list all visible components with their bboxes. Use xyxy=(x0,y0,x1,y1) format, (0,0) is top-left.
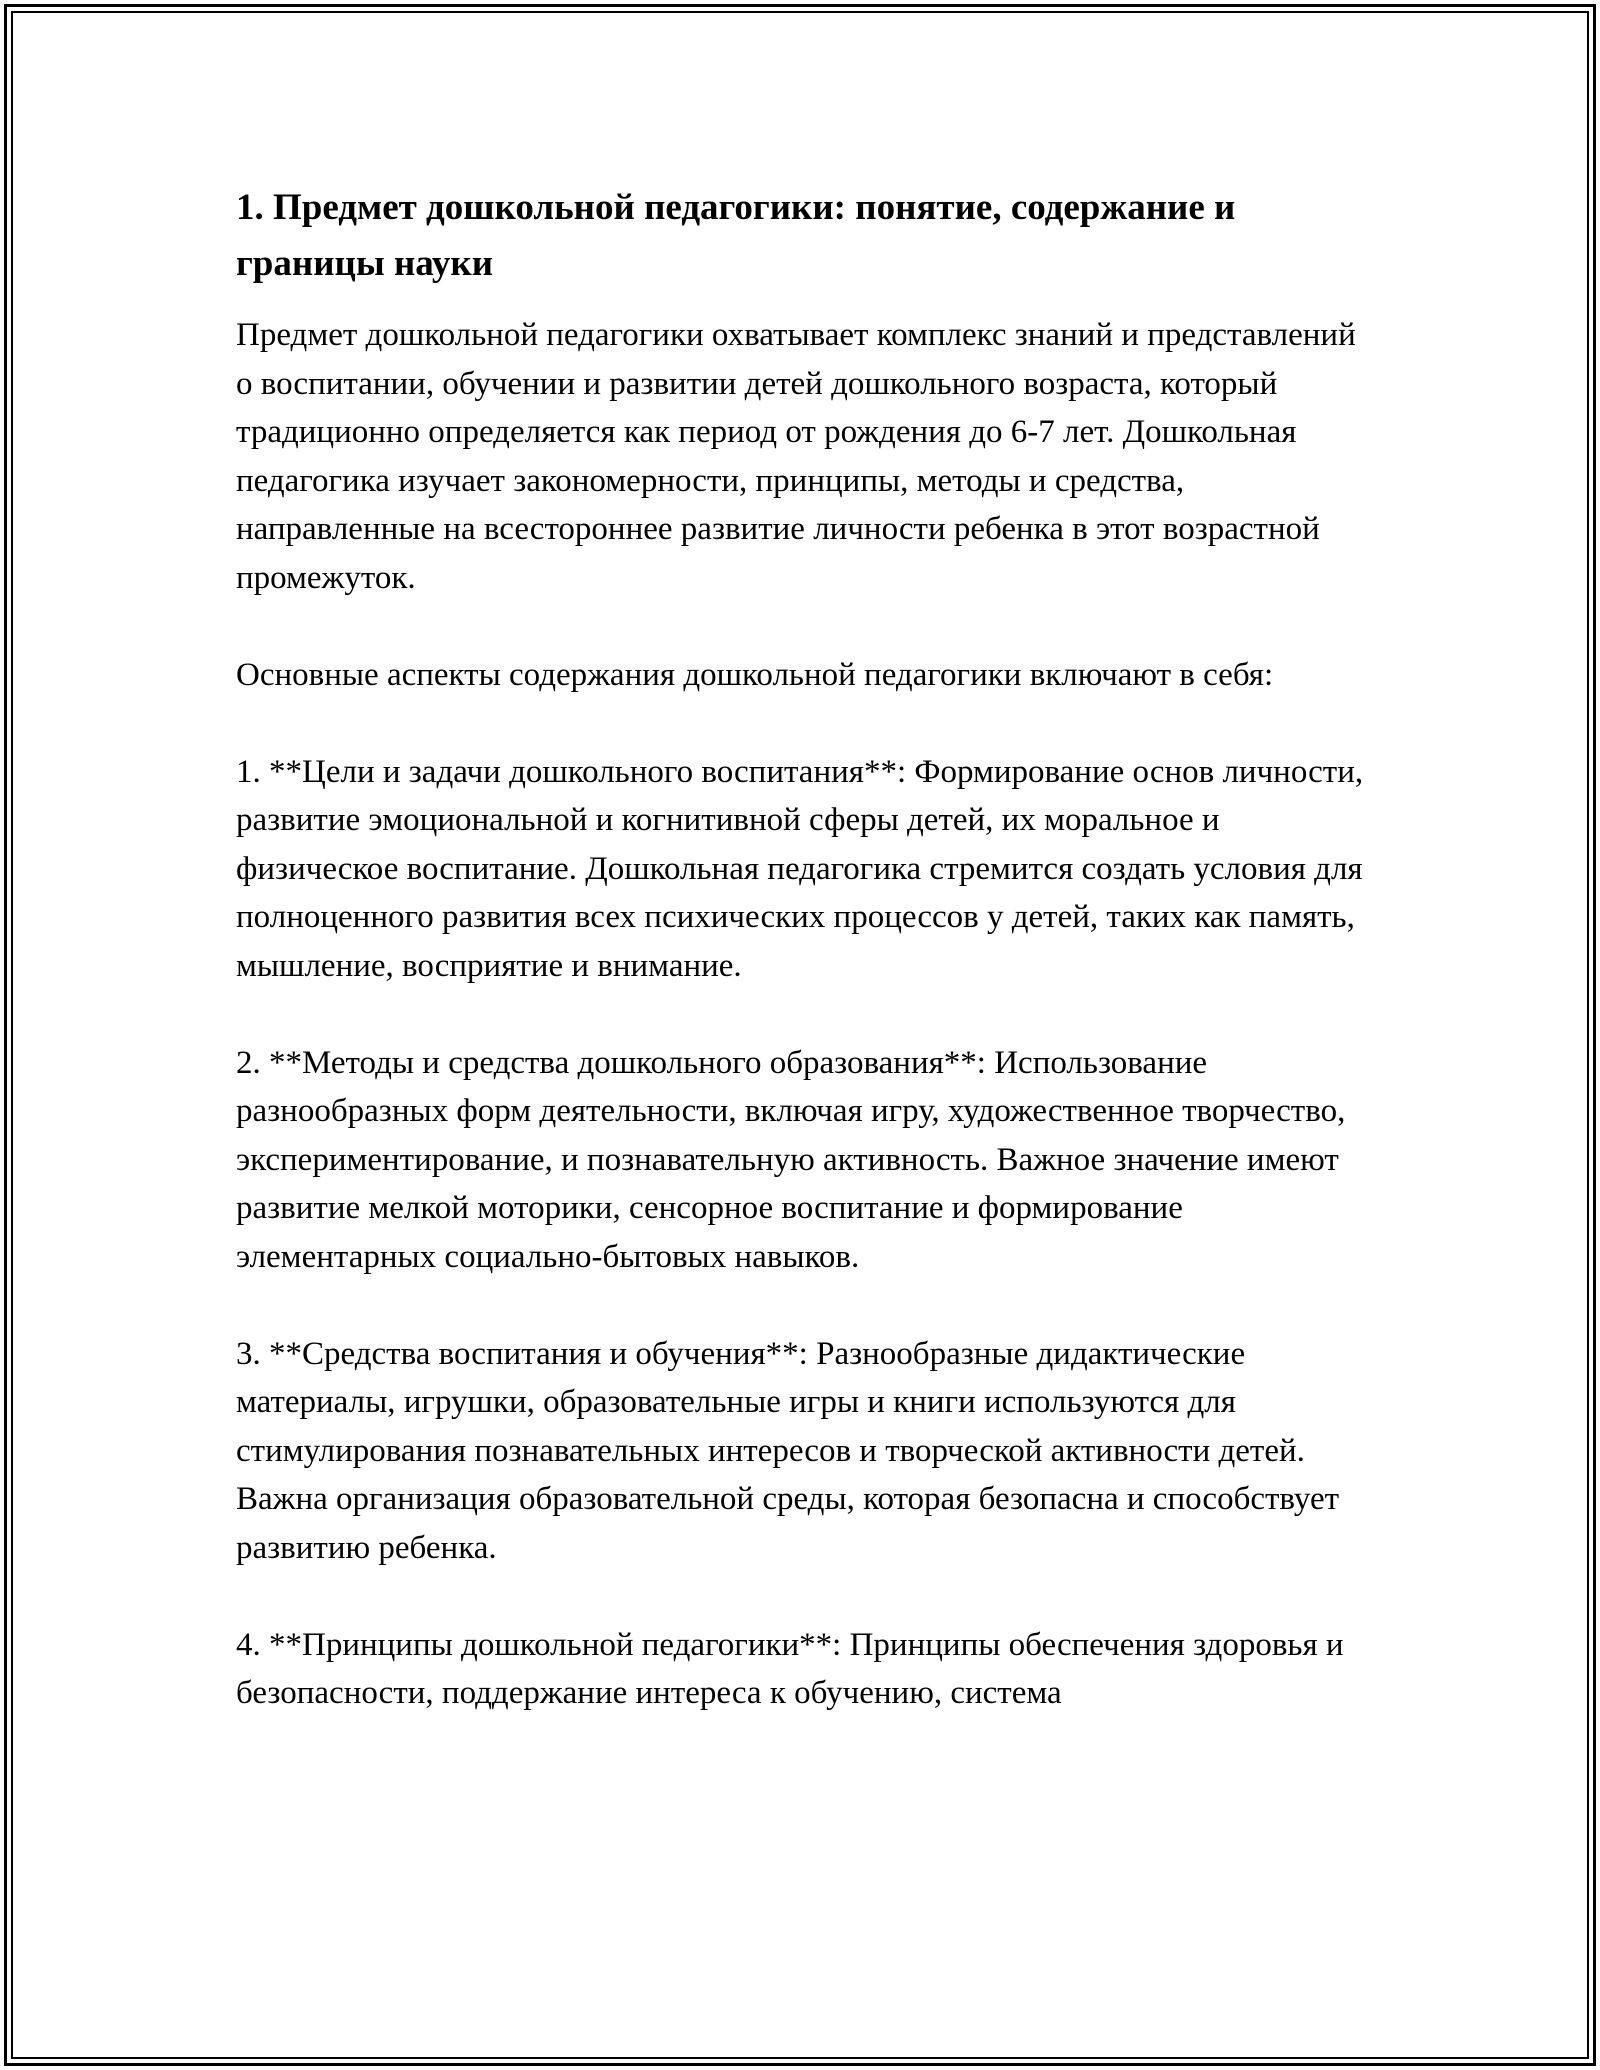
list-item-means: 3. **Средства воспитания и обучения**: Разнообразные дидактические материалы, игрушки, образовательные игры и книги используются для стимулирования познавательных интересов и творческой активности детей. Важна организация образовательной среды, которая безопасна и способствует развитию ребенка. xyxy=(236,1335,1340,1566)
paragraph-spacer xyxy=(236,990,1376,1039)
list-item-goals: 1. **Цели и задачи дошкольного воспитания**: Формирование основ личности, развитие эмоциональной и когнитивной сферы детей, их моральное и физическое воспитание. Дошкольная педагогика стремится создать условия для полноценного развития всех психических процессов у детей, таких как память, мышление, восприятие и внимание. xyxy=(236,753,1364,984)
paragraph-spacer xyxy=(236,1572,1376,1621)
heading-spacer xyxy=(236,292,1376,311)
section-heading: 1. Предмет дошкольной педагогики: понятие, содержание и границы науки xyxy=(236,187,1236,284)
document-body xyxy=(236,180,1376,1718)
list-item-principles: 4. **Принципы дошкольной педагогики**: Принципы обеспечения здоровья и безопасности, поддержание интереса к обучению, система xyxy=(236,1626,1344,1711)
paragraph-spacer xyxy=(236,602,1376,651)
list-item-methods: 2. **Методы и средства дошкольного образования**: Использование разнообразных форм деятельности, включая игру, художественное творчество, экспериментирование, и познавательную активность. Важное значение имеют развитие мелкой моторики, сенсорное воспитание и формирование элементарных социально-бытовых навыков. xyxy=(236,1044,1346,1275)
paragraph-spacer xyxy=(236,1281,1376,1330)
aspects-intro-paragraph: Основные аспекты содержания дошкольной педагогики включают в себя: xyxy=(236,656,1274,693)
intro-paragraph: Предмет дошкольной педагогики охватывает комплекс знаний и представлений о воспитании, обучении и развитии детей дошкольного возраста, который традиционно определяется как период от рождения до 6-7 лет. Дошкольная педагогика изучает закономерности, принципы, методы и средства, направленные на всестороннее развитие личности ребенка в этот возрастной промежуток. xyxy=(236,317,1356,596)
paragraph-spacer xyxy=(236,699,1376,748)
